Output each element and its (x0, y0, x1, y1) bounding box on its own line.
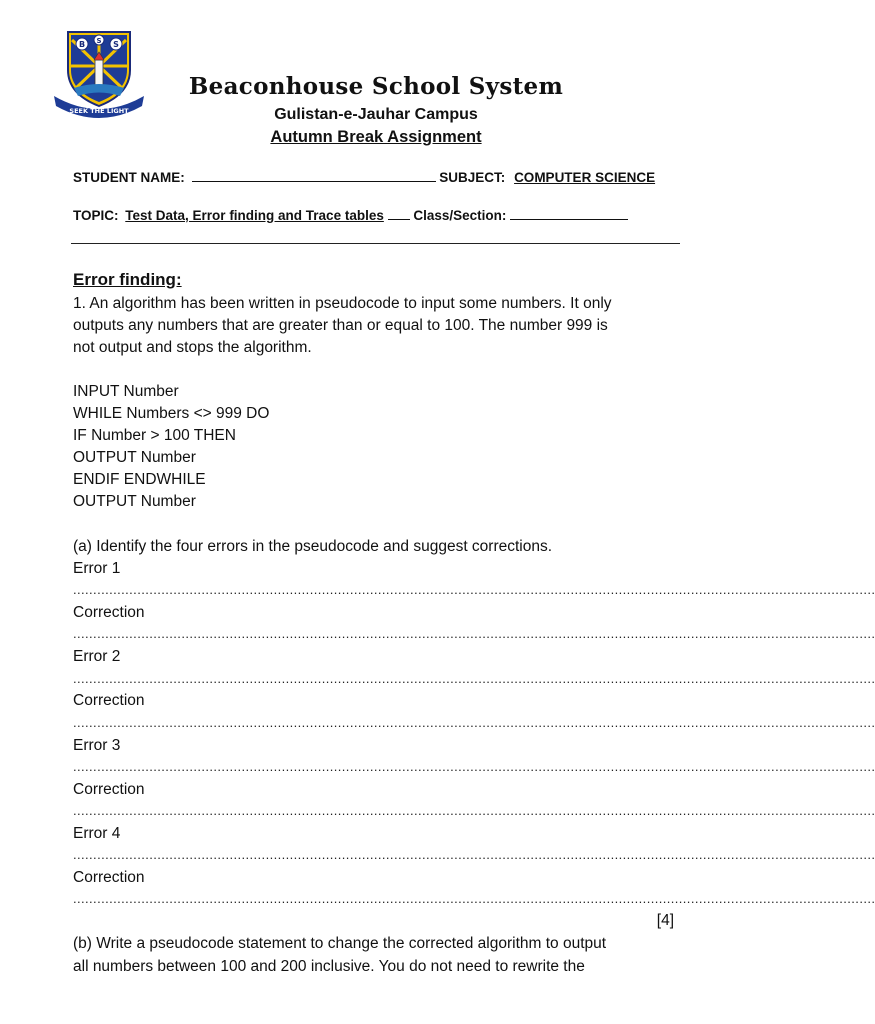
student-name-label: STUDENT NAME: (73, 170, 185, 185)
answer-line[interactable]: ........................................................................................................................................................................................................ (73, 803, 875, 818)
answer-line[interactable]: ........................................................................................................................................................................................................ (73, 715, 875, 730)
part-a-question: (a) Identify the four errors in the pseudocode and suggest corrections. (73, 538, 553, 555)
error-2-label: Error 2 (73, 648, 121, 665)
correction-1-label: Correction (73, 604, 145, 621)
answer-line[interactable]: ........................................................................................................................................................................................................ (73, 582, 875, 597)
correction-3-label: Correction (73, 781, 145, 798)
subject-label: SUBJECT: (439, 170, 506, 185)
answer-line[interactable]: ........................................................................................................................................................................................................ (73, 891, 875, 906)
campus-name: Gulistan-e-Jauhar Campus (274, 106, 478, 123)
pseudocode-line: INPUT Number (73, 383, 179, 400)
class-section-blank[interactable] (510, 207, 628, 220)
pseudocode-line: OUTPUT Number (73, 449, 196, 466)
student-subject-row (73, 169, 655, 185)
question-intro-line: 1. An algorithm has been written in pseudocode to input some numbers. It only (73, 295, 612, 312)
answer-line[interactable]: ........................................................................................................................................................................................................ (73, 759, 875, 774)
svg-text:B: B (78, 40, 86, 49)
error-4-label: Error 4 (73, 825, 121, 842)
part-b-question-line: (b) Write a pseudocode statement to change the corrected algorithm to output (73, 935, 607, 952)
error-3-label: Error 3 (73, 737, 121, 754)
marks-label: [4] (656, 912, 674, 929)
pseudocode-line: IF Number > 100 THEN (73, 427, 236, 444)
svg-text:S: S (96, 37, 102, 45)
correction-4-label: Correction (73, 869, 145, 886)
pseudocode-line: OUTPUT Number (73, 493, 196, 510)
correction-2-label: Correction (73, 692, 145, 709)
section-heading: Error finding: (73, 270, 182, 289)
error-1-label: Error 1 (73, 560, 121, 577)
part-b-question-line: all numbers between 100 and 200 inclusive. You do not need to rewrite the (73, 958, 585, 975)
svg-text:SEEK THE LIGHT: SEEK THE LIGHT (69, 107, 129, 115)
assignment-title: Autumn Break Assignment (270, 128, 482, 146)
class-section-label: Class/Section: (413, 208, 507, 223)
topic-label: TOPIC: (73, 208, 119, 223)
answer-line[interactable]: ........................................................................................................................................................................................................ (73, 626, 875, 641)
question-intro-line: outputs any numbers that are greater than or equal to 100. The number 999 is (73, 317, 608, 334)
header-divider (71, 243, 680, 244)
school-name: Beaconhouse School System (188, 73, 564, 100)
answer-line[interactable]: ........................................................................................................................................................................................................ (73, 671, 875, 686)
pseudocode-line: ENDIF ENDWHILE (73, 471, 206, 488)
topic-class-row (73, 207, 628, 223)
answer-line[interactable]: ........................................................................................................................................................................................................ (73, 847, 875, 862)
svg-text:S: S (113, 40, 119, 49)
question-intro-line: not output and stops the algorithm. (73, 339, 312, 356)
topic-value: Test Data, Error finding and Trace tables (125, 208, 384, 223)
student-name-blank[interactable] (192, 169, 436, 182)
subject-value: COMPUTER SCIENCE (514, 170, 656, 185)
topic-blank (388, 207, 410, 220)
pseudocode-line: WHILE Numbers <> 999 DO (73, 405, 270, 422)
